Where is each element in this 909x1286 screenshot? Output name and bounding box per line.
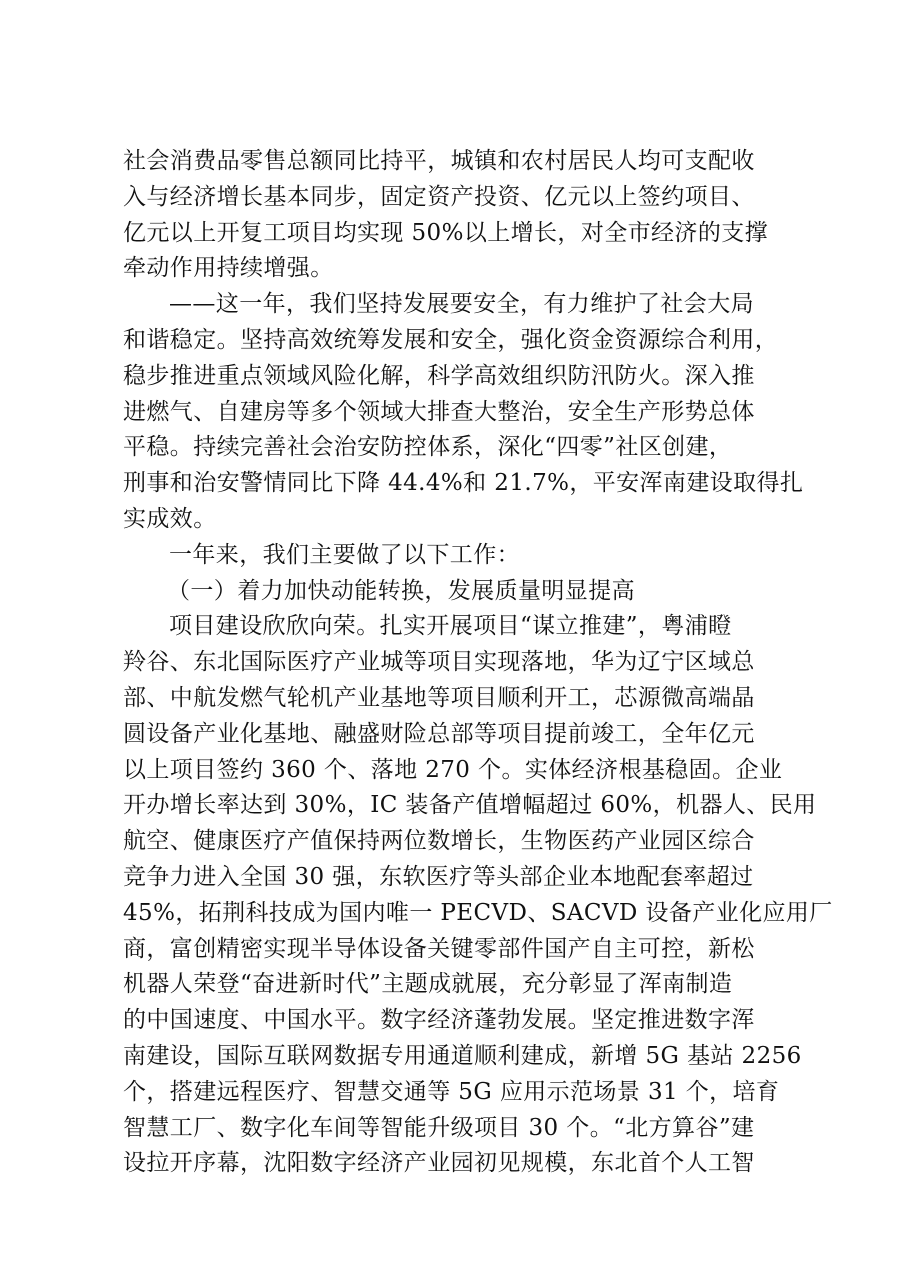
paragraph-safety-stability: [123, 287, 803, 538]
section-heading-text: （一）着力加快动能转换，发展质量明显提高: [167, 577, 635, 604]
text-line: 项目建设欣欣向荣。扎实开展项目“谋立推建”，粤浦瞪: [169, 613, 732, 640]
section-heading-1: [123, 574, 803, 610]
document-body: [123, 144, 833, 1182]
text-line: ——这一年，我们坚持发展要安全，有力维护了社会大局: [169, 291, 754, 318]
text-line: 牵动作用持续增强。: [123, 255, 334, 282]
text-line: 的中国速度、中国水平。数字经济蓬勃发展。坚定推进数字浑: [123, 1007, 755, 1034]
text-line: 平稳。持续完善社会治安防控体系，深化“四零”社区创建，: [123, 434, 733, 461]
text-line: 羚谷、东北国际医疗产业城等项目实现落地，华为辽宁区域总: [123, 649, 755, 676]
text-line: 和谐稳定。坚持高效统筹发展和安全，强化资金资源综合利用，: [123, 326, 779, 353]
text-line: 智慧工厂、数字化车间等智能升级项目 30 个。“北方算谷”建: [123, 1114, 755, 1141]
paragraph-project-construction: [123, 609, 833, 1182]
text-line: 航空、健康医疗产值保持两位数增长，生物医药产业园区综合: [123, 828, 755, 855]
text-line: 实成效。: [123, 505, 217, 532]
text-line: 开办增长率达到 30%，IC 装备产值增幅超过 60%，机器人、民用: [123, 792, 817, 819]
text-line: 设拉开序幕，沈阳数字经济产业园初见规模，东北首个人工智: [123, 1150, 755, 1177]
text-line: 进燃气、自建房等多个领域大排查大整治，安全生产形势总体: [123, 398, 755, 425]
text-line: 机器人荣登“奋进新时代”主题成就展，充分彰显了浑南制造: [123, 971, 733, 998]
text-line: 社会消费品零售总额同比持平，城镇和农村居民人均可支配收: [123, 148, 755, 174]
text-line: 个，搭建远程医疗、智慧交通等 5G 应用示范场景 31 个，培育: [123, 1078, 780, 1105]
text-line: 部、中航发燃气轮机产业基地等项目顺利开工，芯源微高端晶: [123, 684, 755, 711]
text-line: 入与经济增长基本同步，固定资产投资、亿元以上签约项目、: [123, 183, 755, 210]
paragraph-work-summary-intro: [123, 538, 803, 574]
text-line: 稳步推进重点领域风险化解，科学高效组织防汛防火。深入推: [123, 362, 755, 389]
text-line: 南建设，国际互联网数据专用通道顺利建成，新增 5G 基站 2256: [123, 1042, 802, 1069]
text-line: 45%，拓荆科技成为国内唯一 PECVD、SACVD 设备产业化应用厂: [123, 899, 833, 926]
text-line: 刑事和治安警情同比下降 44.4%和 21.7%，平安浑南建设取得扎: [123, 470, 804, 497]
text-line: 以上项目签约 360 个、落地 270 个。实体经济根基稳固。企业: [123, 756, 783, 783]
text-line: 一年来，我们主要做了以下工作：: [169, 541, 520, 568]
text-line: 圆设备产业化基地、融盛财险总部等项目提前竣工，全年亿元: [123, 720, 755, 747]
text-line: 亿元以上开复工项目均实现 50%以上增长，对全市经济的支撑: [123, 219, 769, 246]
text-line: 竞争力进入全国 30 强，东软医疗等头部企业本地配套率超过: [123, 863, 754, 890]
paragraph-consumption-income: [123, 144, 803, 287]
text-line: 商，富创精密实现半导体设备关键零部件国产自主可控，新松: [123, 935, 755, 962]
